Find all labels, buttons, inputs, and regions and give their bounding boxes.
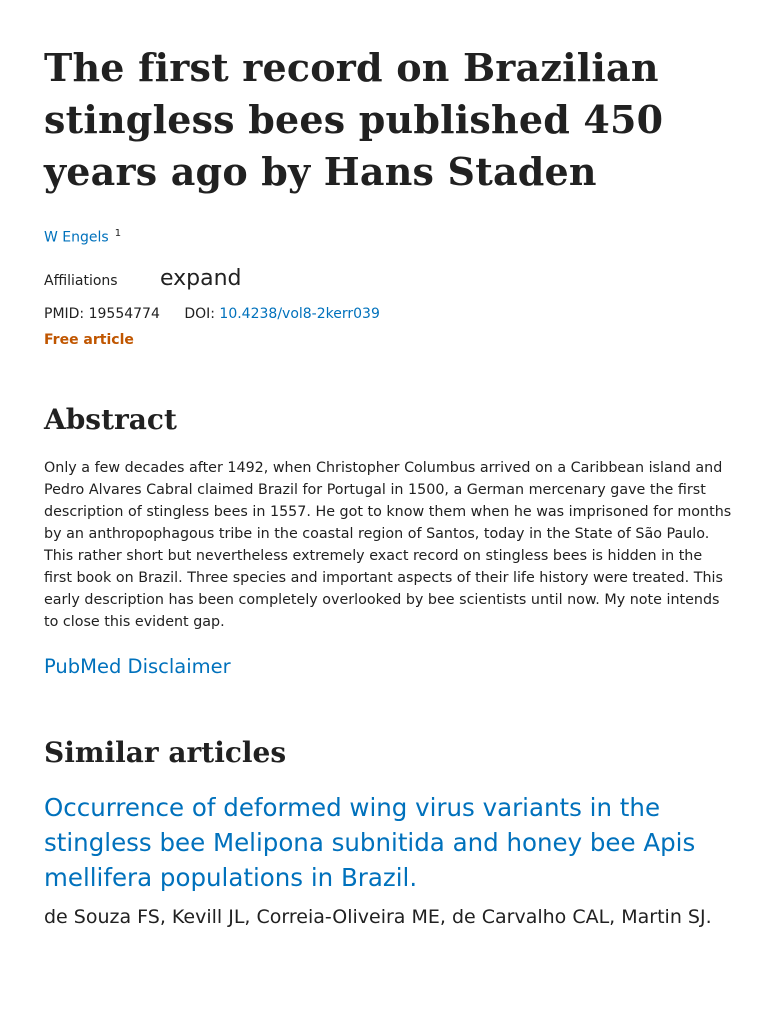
doi-link[interactable]: 10.4238/vol8-2kerr039 xyxy=(219,306,380,322)
doi-label: DOI: xyxy=(184,306,215,322)
pmid-label: PMID: 19554774 xyxy=(44,306,160,322)
similar-article-authors: de Souza FS, Kevill JL, Correia-Oliveira ME, de Carvalho CAL, Martin SJ. xyxy=(44,906,712,928)
similar-articles-heading: Similar articles xyxy=(44,736,287,769)
affiliations-expand-button[interactable]: expand xyxy=(160,266,242,291)
abstract-text: Only a few decades after 1492, when Christopher Columbus arrived on a Caribbean island and Pedro Alvares Cabral claimed Brazil for Portugal in 1500, a German mercenary gave the first description of stingless bees in 1557. He got to know them when he was imprisoned for months by an anthropophagous tribe in the coastal region of Santos, today in the State of São Paulo. This rather short but nevertheless extremely exact record on stingless bees is hidden in the first book on Brazil. Three species and important aspects of their life history were treated. This early description has been completely overlooked by bee scientists until now. My note intends to close this evident gap. xyxy=(44,460,732,630)
affiliations-label: Affiliations xyxy=(44,273,118,289)
author-affiliation-number[interactable]: 1 xyxy=(114,228,122,239)
pubmed-disclaimer-link[interactable]: PubMed Disclaimer xyxy=(44,655,231,678)
authors-list xyxy=(44,224,121,248)
free-article-badge: Free article xyxy=(44,332,134,348)
affiliations-row xyxy=(44,266,242,291)
article-identifiers xyxy=(44,304,380,324)
similar-article-title-link[interactable]: Occurrence of deformed wing virus variants in the stingless bee Melipona subnitida and honey bee Apis mellifera populations in Brazil. xyxy=(44,793,696,892)
abstract-heading: Abstract xyxy=(44,403,177,436)
article-title: The first record on Brazilian stingless bees published 450 years ago by Hans Staden xyxy=(44,45,664,194)
author-link[interactable]: W Engels xyxy=(44,229,109,246)
